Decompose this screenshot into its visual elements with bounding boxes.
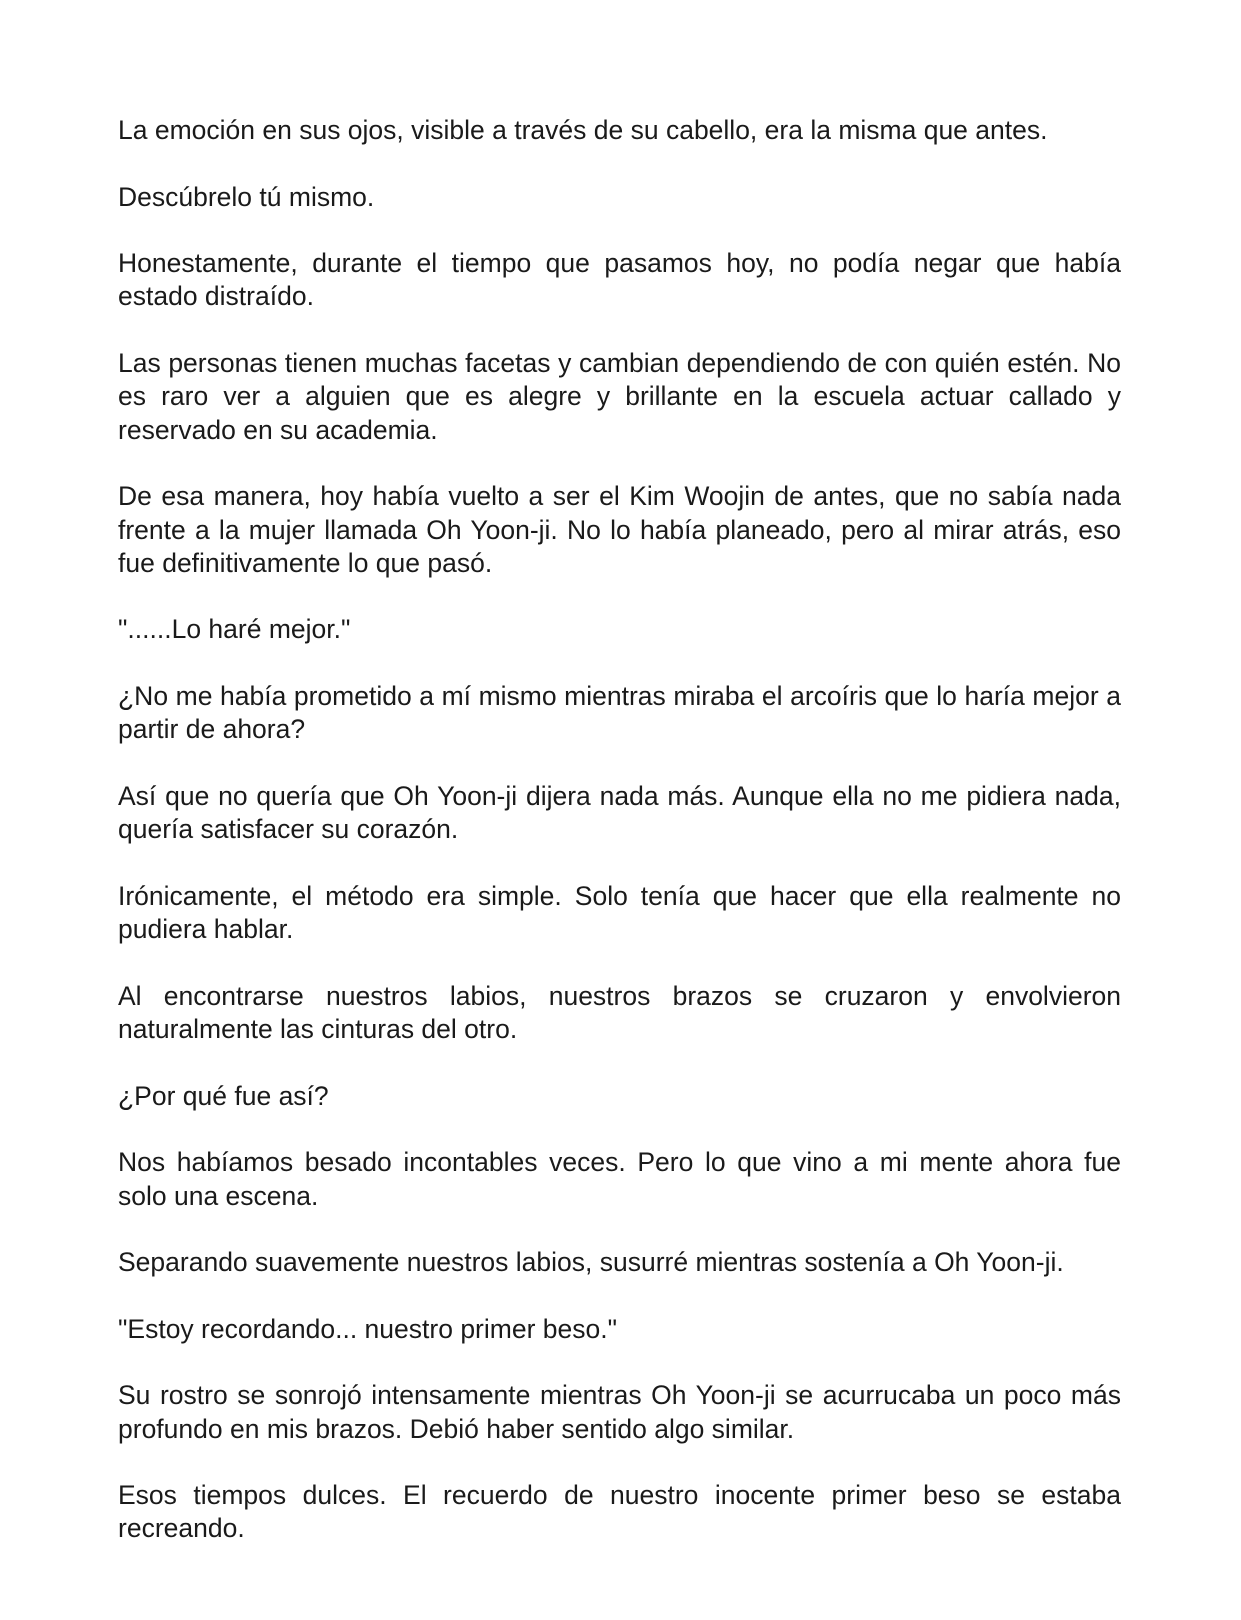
paragraph-10: Al encontrarse nuestros labios, nuestros brazos se cruzaron y envolvieron naturalmente las cinturas del otro.	[118, 980, 1121, 1045]
paragraph-4: Las personas tienen muchas facetas y cambian dependiendo de con quién estén. No es raro ver a alguien que es alegre y brillante en la escuela actuar callado y reservado en su academia.	[118, 348, 1121, 445]
paragraph-8: Así que no quería que Oh Yoon-ji dijera nada más. Aunque ella no me pidiera nada, quería satisfacer su corazón.	[118, 780, 1121, 845]
paragraph-6: "......Lo haré mejor."	[118, 614, 351, 645]
document-page	[118, 114, 1121, 1546]
paragraph-7: ¿No me había prometido a mí mismo mientras miraba el arcoíris que lo haría mejor a partir de ahora?	[118, 681, 1121, 745]
paragraph-15: Su rostro se sonrojó intensamente mientras Oh Yoon-ji se acurrucaba un poco más profundo en mis brazos. Debió haber sentido algo similar.	[118, 1380, 1121, 1444]
paragraph-9: Irónicamente, el método era simple. Solo tenía que hacer que ella realmente no pudiera hablar.	[118, 880, 1121, 945]
paragraph-13: Separando suavemente nuestros labios, susurré mientras sostenía a Oh Yoon-ji.	[118, 1247, 1064, 1278]
paragraph-3: Honestamente, durante el tiempo que pasamos hoy, no podía negar que había estado distraído.	[118, 248, 1121, 312]
paragraph-1: La emoción en sus ojos, visible a través de su cabello, era la misma que antes.	[118, 115, 1048, 145]
paragraph-5: De esa manera, hoy había vuelto a ser el Kim Woojin de antes, que no sabía nada frente a la mujer llamada Oh Yoon-ji. No lo había planeado, pero al mirar atrás, eso fue definitivamente lo que pasó.	[118, 481, 1121, 578]
paragraph-14: "Estoy recordando... nuestro primer beso."	[118, 1313, 617, 1344]
paragraph-2: Descúbrelo tú mismo.	[118, 181, 375, 212]
paragraph-12: Nos habíamos besado incontables veces. Pero lo que vino a mi mente ahora fue solo una escena.	[118, 1147, 1121, 1211]
paragraph-16: Esos tiempos dulces. El recuerdo de nuestro inocente primer beso se estaba recreando.	[118, 1480, 1121, 1544]
paragraph-11: ¿Por qué fue así?	[118, 1080, 329, 1111]
